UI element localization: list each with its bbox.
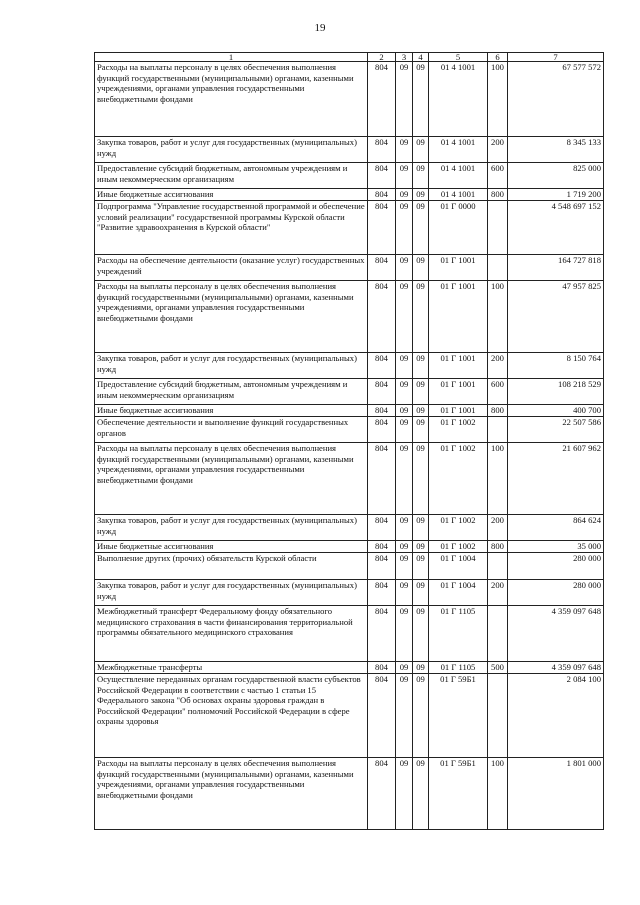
table-row xyxy=(95,62,604,137)
grbs-code: 804 xyxy=(368,553,396,580)
expense-type-code: 100 xyxy=(488,443,508,515)
expense-type-code xyxy=(488,674,508,758)
target-article-code: 01 Г 1105 xyxy=(429,606,488,662)
target-article-code: 01 Г 0000 xyxy=(429,201,488,255)
section-code: 09 xyxy=(396,553,413,580)
subsection-code: 09 xyxy=(413,281,429,353)
table-row xyxy=(95,353,604,379)
amount: 47 957 825 xyxy=(508,281,604,353)
subsection-code: 09 xyxy=(413,405,429,417)
subsection-code: 09 xyxy=(413,662,429,674)
table-row xyxy=(95,417,604,443)
table-row xyxy=(95,606,604,662)
grbs-code: 804 xyxy=(368,606,396,662)
expense-type-code: 800 xyxy=(488,189,508,201)
grbs-code: 804 xyxy=(368,281,396,353)
amount: 22 507 586 xyxy=(508,417,604,443)
amount: 108 218 529 xyxy=(508,379,604,405)
table-row xyxy=(95,189,604,201)
expense-type-code xyxy=(488,201,508,255)
header-cell: 7 xyxy=(508,53,604,62)
grbs-code: 804 xyxy=(368,189,396,201)
section-code: 09 xyxy=(396,62,413,137)
header-cell: 3 xyxy=(396,53,413,62)
table-row xyxy=(95,405,604,417)
target-article-code: 01 Г 1001 xyxy=(429,255,488,281)
section-code: 09 xyxy=(396,758,413,830)
target-article-code: 01 4 1001 xyxy=(429,62,488,137)
table-row xyxy=(95,580,604,606)
grbs-code: 804 xyxy=(368,163,396,189)
grbs-code: 804 xyxy=(368,758,396,830)
table-row xyxy=(95,255,604,281)
header-cell: 4 xyxy=(413,53,429,62)
grbs-code: 804 xyxy=(368,137,396,163)
expense-type-code: 100 xyxy=(488,281,508,353)
header-cell: 5 xyxy=(429,53,488,62)
target-article-code: 01 Г 1001 xyxy=(429,353,488,379)
section-code: 09 xyxy=(396,580,413,606)
subsection-code: 09 xyxy=(413,379,429,405)
section-code: 09 xyxy=(396,137,413,163)
target-article-code: 01 Г 1002 xyxy=(429,515,488,541)
expense-name: Расходы на выплаты персоналу в целях обеспечения выполнения функций государственными (муниципальными) органами, казенными учреждениями, органами управления государственными внебюджетными фондами xyxy=(95,758,368,830)
subsection-code: 09 xyxy=(413,163,429,189)
expense-name: Закупка товаров, работ и услуг для государственных (муниципальных) нужд xyxy=(95,580,368,606)
target-article-code: 01 Г 1004 xyxy=(429,553,488,580)
grbs-code: 804 xyxy=(368,674,396,758)
expense-name: Предоставление субсидий бюджетным, автономным учреждениям и иным некоммерческим организациям xyxy=(95,379,368,405)
subsection-code: 09 xyxy=(413,255,429,281)
grbs-code: 804 xyxy=(368,417,396,443)
section-code: 09 xyxy=(396,405,413,417)
expense-name: Межбюджетные трансферты xyxy=(95,662,368,674)
section-code: 09 xyxy=(396,353,413,379)
target-article-code: 01 Г 1001 xyxy=(429,405,488,417)
page-number: 19 xyxy=(314,22,326,34)
expense-name: Расходы на выплаты персоналу в целях обеспечения выполнения функций государственными (муниципальными) органами, казенными учреждениями, органами управления государственными внебюджетными фондами xyxy=(95,281,368,353)
target-article-code: 01 4 1001 xyxy=(429,163,488,189)
expense-type-code: 200 xyxy=(488,515,508,541)
target-article-code: 01 Г 59Б1 xyxy=(429,758,488,830)
subsection-code: 09 xyxy=(413,674,429,758)
section-code: 09 xyxy=(396,379,413,405)
grbs-code: 804 xyxy=(368,62,396,137)
table-row xyxy=(95,515,604,541)
subsection-code: 09 xyxy=(413,758,429,830)
target-article-code: 01 Г 1002 xyxy=(429,417,488,443)
section-code: 09 xyxy=(396,606,413,662)
amount: 8 345 133 xyxy=(508,137,604,163)
expense-type-code: 200 xyxy=(488,580,508,606)
expense-name: Иные бюджетные ассигнования xyxy=(95,541,368,553)
expense-type-code: 500 xyxy=(488,662,508,674)
grbs-code: 804 xyxy=(368,201,396,255)
section-code: 09 xyxy=(396,281,413,353)
amount: 400 700 xyxy=(508,405,604,417)
grbs-code: 804 xyxy=(368,515,396,541)
expense-type-code: 600 xyxy=(488,379,508,405)
target-article-code: 01 Г 1002 xyxy=(429,541,488,553)
table-row xyxy=(95,541,604,553)
section-code: 09 xyxy=(396,541,413,553)
amount: 1 801 000 xyxy=(508,758,604,830)
expense-name: Подпрограмма "Управление государственной программой и обеспечение условий реализации" государственной программы Курской области "Развитие здравоохранения в Курской области" xyxy=(95,201,368,255)
amount: 35 000 xyxy=(508,541,604,553)
amount: 8 150 764 xyxy=(508,353,604,379)
grbs-code: 804 xyxy=(368,379,396,405)
header-row xyxy=(95,53,604,62)
expense-name: Выполнение других (прочих) обязательств Курской области xyxy=(95,553,368,580)
section-code: 09 xyxy=(396,662,413,674)
header-cell: 6 xyxy=(488,53,508,62)
target-article-code: 01 Г 1004 xyxy=(429,580,488,606)
expense-type-code xyxy=(488,417,508,443)
expense-type-code: 800 xyxy=(488,541,508,553)
expense-type-code: 600 xyxy=(488,163,508,189)
subsection-code: 09 xyxy=(413,443,429,515)
table-row xyxy=(95,163,604,189)
expense-type-code: 100 xyxy=(488,62,508,137)
section-code: 09 xyxy=(396,515,413,541)
grbs-code: 804 xyxy=(368,580,396,606)
table-row xyxy=(95,201,604,255)
expense-name: Иные бюджетные ассигнования xyxy=(95,405,368,417)
grbs-code: 804 xyxy=(368,353,396,379)
grbs-code: 804 xyxy=(368,405,396,417)
target-article-code: 01 4 1001 xyxy=(429,189,488,201)
subsection-code: 09 xyxy=(413,553,429,580)
budget-table xyxy=(94,52,604,830)
header-cell: 2 xyxy=(368,53,396,62)
section-code: 09 xyxy=(396,674,413,758)
target-article-code: 01 Г 1001 xyxy=(429,379,488,405)
subsection-code: 09 xyxy=(413,62,429,137)
grbs-code: 804 xyxy=(368,443,396,515)
expense-type-code xyxy=(488,255,508,281)
expense-type-code: 200 xyxy=(488,353,508,379)
table-row xyxy=(95,281,604,353)
grbs-code: 804 xyxy=(368,541,396,553)
table-row xyxy=(95,674,604,758)
amount: 4 359 097 648 xyxy=(508,606,604,662)
section-code: 09 xyxy=(396,417,413,443)
section-code: 09 xyxy=(396,163,413,189)
target-article-code: 01 Г 1105 xyxy=(429,662,488,674)
expense-name: Обеспечение деятельности и выполнение функций государственных органов xyxy=(95,417,368,443)
amount: 280 000 xyxy=(508,580,604,606)
target-article-code: 01 Г 1002 xyxy=(429,443,488,515)
subsection-code: 09 xyxy=(413,541,429,553)
expense-name: Расходы на выплаты персоналу в целях обеспечения выполнения функций государственными (муниципальными) органами, казенными учреждениями, органами управления государственными внебюджетными фондами xyxy=(95,62,368,137)
target-article-code: 01 Г 59Б1 xyxy=(429,674,488,758)
subsection-code: 09 xyxy=(413,606,429,662)
expense-name: Осуществление переданных органам государственной власти субъектов Российской Федерации в соответствии с частью 1 статьи 15 Федерального закона "Об основах охраны здоровья граждан в Российской Федерации" полномочий Российской Федерации в сфере охраны здоровья xyxy=(95,674,368,758)
amount: 825 000 xyxy=(508,163,604,189)
expense-name: Расходы на обеспечение деятельности (оказание услуг) государственных учреждений xyxy=(95,255,368,281)
grbs-code: 804 xyxy=(368,255,396,281)
expense-type-code xyxy=(488,553,508,580)
expense-name: Межбюджетный трансферт Федеральному фонду обязательного медицинского страхования в части финансирования территориальной программы обязательного медицинского страхования xyxy=(95,606,368,662)
subsection-code: 09 xyxy=(413,580,429,606)
expense-name: Закупка товаров, работ и услуг для государственных (муниципальных) нужд xyxy=(95,353,368,379)
expense-name: Закупка товаров, работ и услуг для государственных (муниципальных) нужд xyxy=(95,515,368,541)
amount: 864 624 xyxy=(508,515,604,541)
table-row xyxy=(95,137,604,163)
amount: 1 719 200 xyxy=(508,189,604,201)
subsection-code: 09 xyxy=(413,137,429,163)
subsection-code: 09 xyxy=(413,417,429,443)
subsection-code: 09 xyxy=(413,201,429,255)
expense-type-code: 100 xyxy=(488,758,508,830)
expense-type-code: 200 xyxy=(488,137,508,163)
grbs-code: 804 xyxy=(368,662,396,674)
section-code: 09 xyxy=(396,443,413,515)
header-cell: 1 xyxy=(95,53,368,62)
table-row xyxy=(95,553,604,580)
section-code: 09 xyxy=(396,189,413,201)
table-row xyxy=(95,662,604,674)
expense-name: Расходы на выплаты персоналу в целях обеспечения выполнения функций государственными (муниципальными) органами, казенными учреждениями, органами управления государственными внебюджетными фондами xyxy=(95,443,368,515)
expense-type-code xyxy=(488,606,508,662)
target-article-code: 01 Г 1001 xyxy=(429,281,488,353)
subsection-code: 09 xyxy=(413,189,429,201)
amount: 164 727 818 xyxy=(508,255,604,281)
expense-name: Закупка товаров, работ и услуг для государственных (муниципальных) нужд xyxy=(95,137,368,163)
target-article-code: 01 4 1001 xyxy=(429,137,488,163)
table-row xyxy=(95,379,604,405)
expense-type-code: 800 xyxy=(488,405,508,417)
table-row xyxy=(95,443,604,515)
section-code: 09 xyxy=(396,201,413,255)
amount: 67 577 572 xyxy=(508,62,604,137)
expense-name: Предоставление субсидий бюджетным, автономным учреждениям и иным некоммерческим организациям xyxy=(95,163,368,189)
amount: 280 000 xyxy=(508,553,604,580)
amount: 4 548 697 152 xyxy=(508,201,604,255)
subsection-code: 09 xyxy=(413,353,429,379)
expense-name: Иные бюджетные ассигнования xyxy=(95,189,368,201)
amount: 21 607 962 xyxy=(508,443,604,515)
section-code: 09 xyxy=(396,255,413,281)
table-row xyxy=(95,758,604,830)
subsection-code: 09 xyxy=(413,515,429,541)
amount: 2 084 100 xyxy=(508,674,604,758)
amount: 4 359 097 648 xyxy=(508,662,604,674)
